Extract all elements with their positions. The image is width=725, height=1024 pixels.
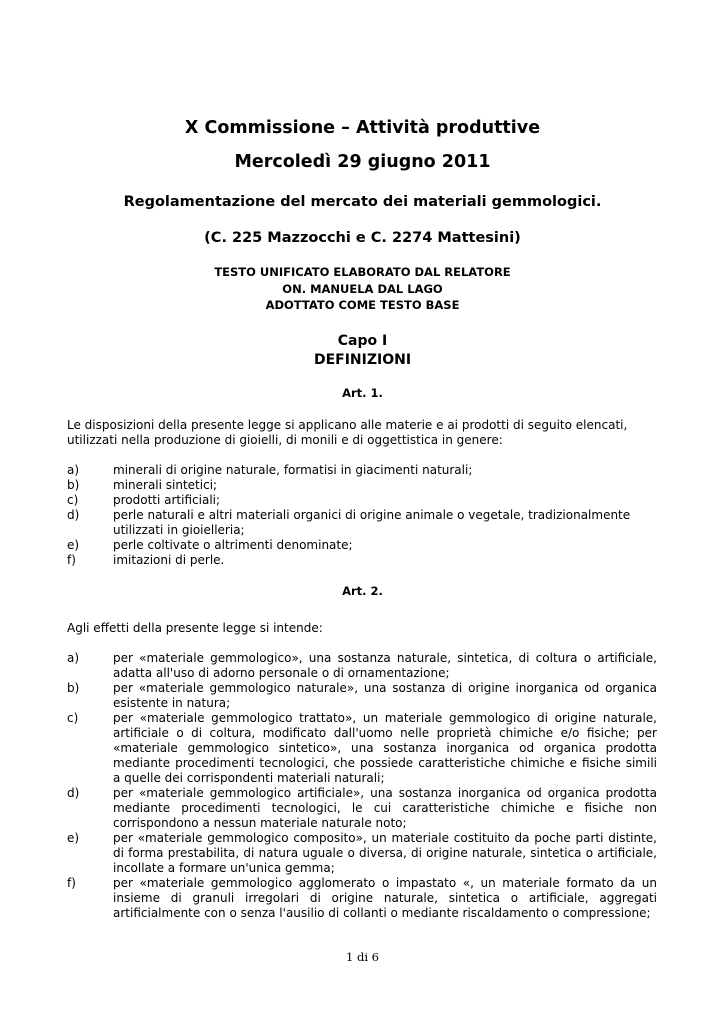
list-item-text: imitazioni di perle. <box>113 553 225 567</box>
list-item-text: per «materiale gemmologico trattato», un materiale gemmologico di origine naturale, artificiale o di coltura, modificato dall'uomo nelle proprietà chimiche e/o fisiche; per «materiale gemmologico sintetico», una sostanza inorganica od organica prodotta mediante procedimenti tecnologici, che possiede caratteristiche chimiche e fisiche simili a quelle dei corrispondenti materiali naturali; <box>113 711 657 785</box>
list-item-text: minerali sintetici; <box>113 478 218 492</box>
chapter-title: DEFINIZIONI <box>313 352 412 368</box>
list-item-label: a) <box>67 651 80 665</box>
session-date: Mercoledì 29 giugno 2011 <box>234 152 491 172</box>
list-item-text: prodotti artificiali; <box>113 493 221 507</box>
article-2-list <box>67 651 657 921</box>
list-item-label: d) <box>67 508 80 522</box>
list-item-text: per «materiale gemmologico agglomerato o impastato «, un materiale formato da un insieme di granuli irregolari di origine naturale, sintetica o artificiale, aggregati artificialmente con o senza l'ausilio di collanti o mediante riscaldamento o compressione; <box>113 876 657 920</box>
list-item-text: perle coltivate o altrimenti denominate; <box>113 538 353 552</box>
list-item-label: a) <box>67 463 80 477</box>
list-item-label: c) <box>67 493 79 507</box>
list-item <box>67 478 657 493</box>
list-item <box>67 493 657 508</box>
list-item <box>67 463 657 478</box>
chapter-label: Capo I <box>337 333 388 349</box>
text-line-2: ON. MANUELA DAL LAGO <box>282 282 443 296</box>
article-2-intro: Agli effetti della presente legge si intende: <box>67 621 323 635</box>
text-line-3: ADOTTATO COME TESTO BASE <box>265 298 460 312</box>
list-item-label: d) <box>67 786 80 800</box>
list-item-text: per «materiale gemmologico artificiale», una sostanza inorganica od organica prodotta mediante procedimenti tecnologici, le cui caratteristiche chimiche e fisiche non corrispondono a nessun materiale naturale noto; <box>113 786 657 830</box>
list-item-text: per «materiale gemmologico», una sostanza naturale, sintetica, di coltura o artificiale, adatta all'uso di adorno personale o di ornamentazione; <box>113 651 657 680</box>
list-item-text: per «materiale gemmologico naturale», una sostanza di origine inorganica od organica esistente in natura; <box>113 681 657 710</box>
list-item-label: b) <box>67 681 80 695</box>
list-item <box>67 711 657 786</box>
list-item-label: c) <box>67 711 79 725</box>
list-item <box>67 786 657 831</box>
list-item-label: e) <box>67 831 80 845</box>
list-item-label: f) <box>67 876 76 890</box>
article-1-heading: Art. 1. <box>342 386 383 400</box>
list-item-label: f) <box>67 553 76 567</box>
list-item-text: minerali di origine naturale, formatisi in giacimenti naturali; <box>113 463 473 477</box>
commission-title: X Commissione – Attività produttive <box>184 118 541 138</box>
list-item <box>67 831 657 876</box>
list-item-label: b) <box>67 478 80 492</box>
list-item <box>67 553 657 568</box>
bill-references: (C. 225 Mazzocchi e C. 2274 Mattesini) <box>204 230 521 246</box>
subject-title: Regolamentazione del mercato dei materiali gemmologici. <box>123 194 602 210</box>
article-2-heading: Art. 2. <box>342 584 383 598</box>
list-item-text: per «materiale gemmologico composito», un materiale costituito da poche parti distinte, di forma prestabilita, di natura uguale o diversa, di origine naturale, sintetica o artificiale, incollate a formare un'unica gemma; <box>113 831 657 875</box>
list-item <box>67 508 657 538</box>
list-item-label: e) <box>67 538 80 552</box>
list-item-text: perle naturali e altri materiali organici di origine animale o vegetale, tradizionalmente utilizzati in gioielleria; <box>113 508 631 537</box>
list-item <box>67 681 657 711</box>
page-number: 1 di 6 <box>346 950 379 964</box>
list-item <box>67 538 657 553</box>
article-1-list <box>67 463 657 568</box>
list-item <box>67 651 657 681</box>
list-item <box>67 876 657 921</box>
article-1-intro: Le disposizioni della presente legge si applicano alle materie e ai prodotti di seguito elencati, utilizzati nella produzione di gioielli, di monili e di oggettistica in genere: <box>67 418 628 447</box>
text-line-1: TESTO UNIFICATO ELABORATO DAL RELATORE <box>214 265 511 279</box>
